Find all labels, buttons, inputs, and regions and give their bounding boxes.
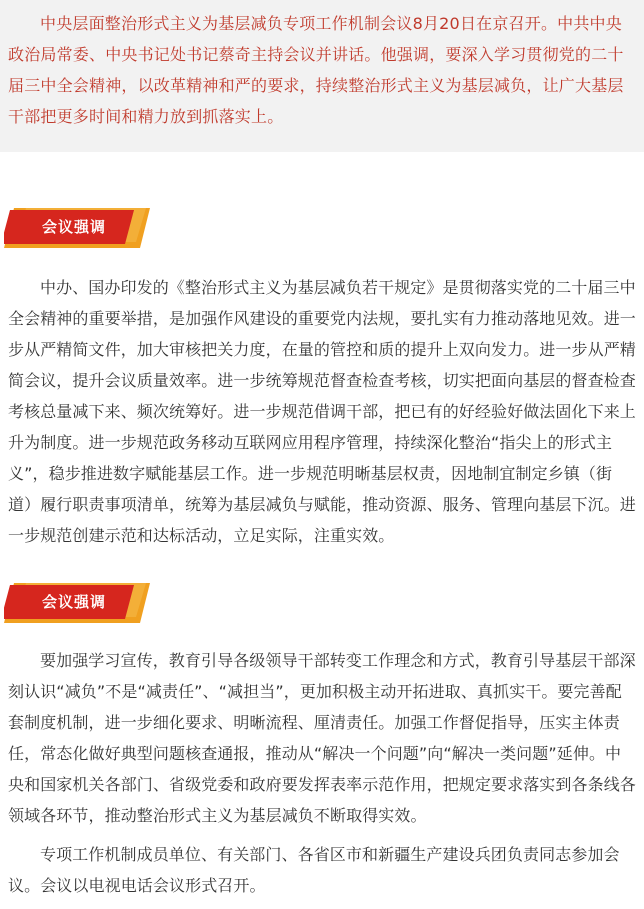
section-title: 会议强调 — [42, 218, 107, 236]
section-body-paragraph-1: 中办、国办印发的《整治形式主义为基层减负若干规定》是贯彻落实党的二十届三中全会精神的重要举措，是加强作风建设的重要党内法规，要扎实有力推动落地见效。进一步从严精简文件，加大审核把关力度，在量的管控和质的提升上双向发力。进一步从严精简会议，提升会议质量效率。进一步统筹规范督查检查考核，切实把面向基层的督查检查考核总量减下来、频次统筹好。进一步规范借调干部，把已有的好经验好做法固化下来上升为制度。进一步规范政务移动互联网应用程序管理，持续深化整治“指尖上的形式主义”，稳步推进数字赋能基层工作。进一步规范明晰基层权责，因地制宜制定乡镇（街道）履行职责事项清单，统筹为基层减负与赋能，推动资源、服务、管理向基层下沉。进一步规范创建示范和达标活动，立足实际，注重实效。 — [8, 278, 636, 545]
section-title: 会议强调 — [42, 593, 107, 611]
closing-paragraph: 专项工作机制成员单位、有关部门、各省区市和新疆生产建设兵团负责同志参加会议。会议以电视电话会议形式召开。 — [8, 845, 620, 895]
section-header-emphasis-1 — [4, 208, 154, 248]
section-body-paragraph-2: 要加强学习宣传，教育引导各级领导干部转变工作理念和方式，教育引导基层干部深刻认识“减负”不是“减责任”、“减担当”，更加积极主动开拓进取、真抓实干。要完善配套制度机制，进一步细化要求、明晰流程、厘清责任。加强工作督促指导，压实主体责任，常态化做好典型问题核查通报，推动从“解决一个问题”向“解决一类问题”延伸。中央和国家机关各部门、省级党委和政府要发挥表率示范作用，把规定要求落实到各条线各领域各环节，推动整治形式主义为基层减负不断取得实效。 — [8, 651, 636, 825]
lead-paragraph: 中央层面整治形式主义为基层减负专项工作机制会议8月20日在京召开。中共中央政治局常委、中央书记处书记蔡奇主持会议并讲话。他强调，要深入学习贯彻党的二十届三中全会精神，以改革精神和严的要求，持续整治形式主义为基层减负，让广大基层干部把更多时间和精力放到抓落实上。 — [8, 14, 624, 126]
section-header-emphasis-2 — [4, 583, 154, 623]
lead-summary-box — [0, 0, 644, 152]
